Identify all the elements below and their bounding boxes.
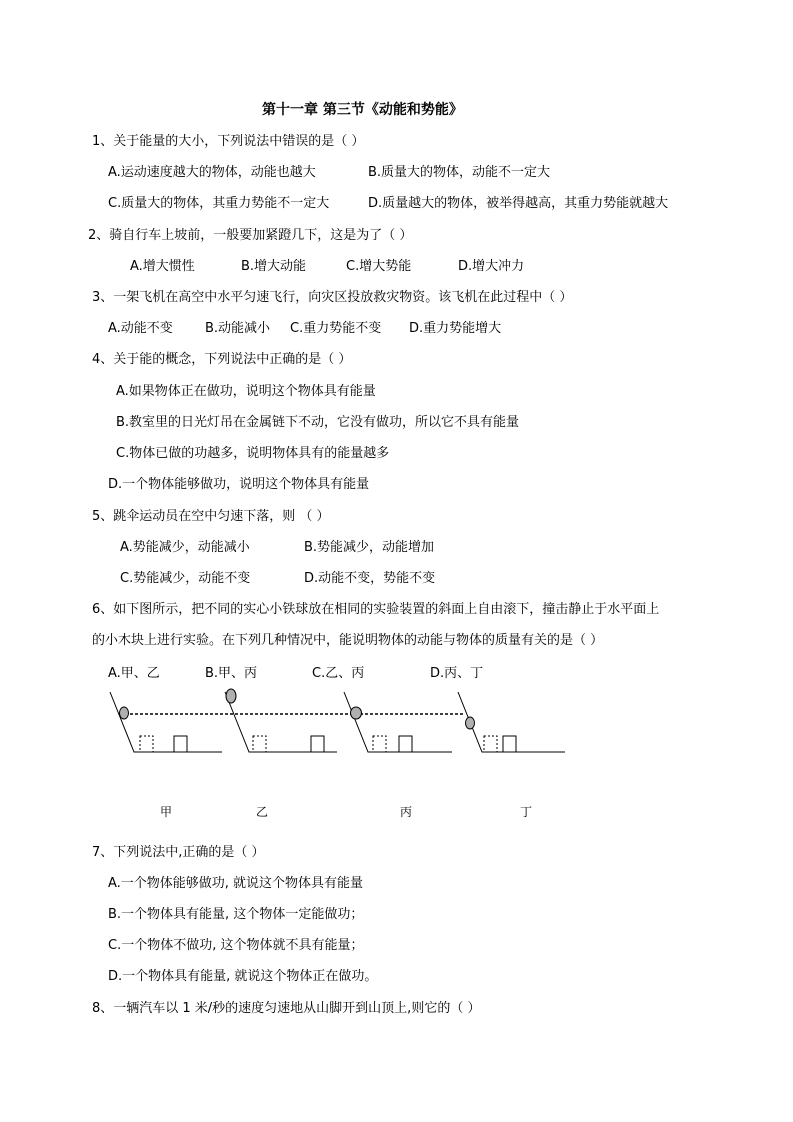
question-5-option-d: D.动能不变，势能不变 (304, 571, 436, 586)
wooden-block (503, 736, 516, 752)
wooden-block (174, 736, 187, 752)
question-2-option-a: A.增大惯性 (130, 259, 195, 274)
question-4-option-a: A.如果物体正在做功，说明这个物体具有能量 (116, 384, 376, 399)
question-6-option-c: C.乙、丙 (312, 666, 365, 681)
question-2-stem: 2、骑自行车上坡前，一般要加紧蹬几下，这是为了（ ） (88, 228, 413, 243)
question-6-option-b: B.甲、丙 (205, 666, 258, 681)
question-1-option-c: C.质量大的物体，其重力势能不一定大 (108, 196, 330, 211)
question-5-option-a: A.势能减少，动能减小 (120, 540, 250, 555)
question-7-stem: 7、下列说法中,正确的是（ ） (92, 845, 265, 860)
question-2-option-b: B.增大动能 (241, 259, 307, 274)
question-7-option-b: B.一个物体具有能量, 这个物体一定能做功； (108, 907, 364, 922)
page-title: 第十一章 第三节《动能和势能》 (262, 102, 463, 118)
question-3-option-d: D.重力势能增大 (409, 321, 502, 336)
apparatus-bing (344, 692, 452, 752)
apparatus-yi (225, 689, 337, 752)
iron-ball (226, 689, 236, 703)
question-7-option-c: C.一个物体不做功, 这个物体就不具有能量； (108, 938, 364, 953)
question-2-option-c: C.增大势能 (346, 259, 412, 274)
ramp-experiment-figure (100, 680, 570, 760)
question-8-stem: 8、一辆汽车以 1 米/秒的速度匀速地从山脚开到山顶上,则它的（ ） (92, 1001, 481, 1016)
question-2-option-d: D.增大冲力 (458, 259, 525, 274)
figure-label-yi: 乙 (256, 805, 269, 819)
question-3-option-b: B.动能减小 (205, 321, 271, 336)
wooden-block (311, 736, 324, 752)
iron-ball (466, 717, 475, 729)
question-4-option-c: C.物体已做的功越多，说明物体具有的能量越多 (116, 446, 390, 461)
apparatus-jia (110, 692, 222, 752)
question-6-option-a: A.甲、乙 (108, 666, 160, 681)
question-4-stem: 4、关于能的概念，下列说法中正确的是（ ） (92, 352, 352, 367)
iron-ball (351, 707, 362, 719)
figure-label-bing: 丙 (400, 805, 413, 819)
question-3-option-a: A.动能不变 (108, 321, 173, 336)
figure-label-ding: 丁 (520, 805, 533, 819)
question-7-option-d: D.一个物体具有能量, 就说这个物体正在做功。 (108, 969, 378, 984)
question-3-option-c: C.重力势能不变 (290, 321, 382, 336)
ramp-and-floor (225, 692, 337, 752)
question-5-stem: 5、跳伞运动员在空中匀速下落，则 （ ） (92, 509, 330, 524)
iron-ball (120, 707, 129, 719)
question-4-option-b: B.教室里的日光灯吊在金属链下不动，它没有做功，所以它不具有能量 (116, 415, 520, 430)
ramp-and-floor (110, 692, 222, 752)
question-4-option-d: D.一个物体能够做功，说明这个物体具有能量 (108, 477, 370, 492)
block-final-position (484, 736, 497, 752)
wooden-block (399, 736, 412, 752)
question-1-stem: 1、关于能量的大小，下列说法中错误的是（ ） (92, 134, 365, 149)
block-final-position (253, 736, 266, 752)
question-3-stem: 3、一架飞机在高空中水平匀速飞行，向灾区投放救灾物资。该飞机在此过程中（ ） (92, 290, 573, 305)
question-6-stem-line-1: 6、如下图所示，把不同的实心小铁球放在相同的实验装置的斜面上自由滚下，撞击静止于水平面上 (92, 602, 660, 617)
block-final-position (140, 736, 153, 752)
question-1-option-a: A.运动速度越大的物体，动能也越大 (108, 165, 316, 180)
question-6-stem-line-2: 的小木块上进行实验。在下列几种情况中，能说明物体的动能与物体的质量有关的是（ ） (92, 633, 604, 648)
apparatus-ding (458, 692, 565, 752)
figure-label-jia: 甲 (160, 805, 173, 819)
question-7-option-a: A.一个物体能够做功, 就说这个物体具有能量 (108, 876, 364, 891)
block-final-position (373, 736, 386, 752)
ramp-and-floor (344, 692, 452, 752)
question-1-option-b: B.质量大的物体，动能不一定大 (368, 165, 551, 180)
question-6-option-d: D.丙、丁 (430, 666, 484, 681)
question-5-option-c: C.势能减少，动能不变 (120, 571, 251, 586)
question-5-option-b: B.势能减少，动能增加 (304, 540, 435, 555)
question-1-option-d: D.质量越大的物体，被举得越高，其重力势能就越大 (368, 196, 669, 211)
